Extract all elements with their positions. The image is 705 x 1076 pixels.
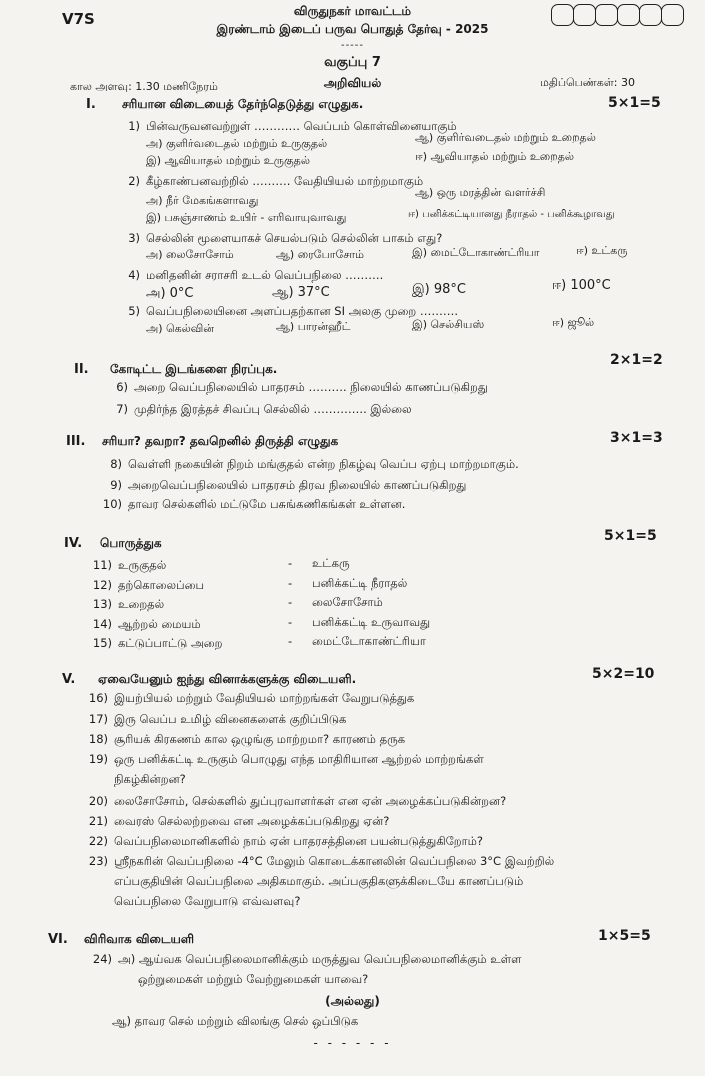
register-number-boxes (551, 4, 683, 26)
question-10: 10) தாவர செல்களில் மட்டுமே பசுங்கணிகங்கள் உள்ளன. (102, 497, 406, 511)
question-23-cont: எப்பகுதியின் வெப்பநிலை அதிகமாகும். அப்பகுதிகளுக்கிடையே காணப்படும் (114, 874, 524, 888)
question-24: 24) அ) ஆய்வக வெப்பநிலைமானிக்கும் மருத்துவ வெப்பநிலைமானிக்கும் உள்ள (92, 952, 522, 966)
standard: வகுப்பு 7 (324, 55, 381, 70)
question-22: 22) வெப்பநிலைமானிகளில் நாம் ஏன் பாதரசத்தினை பயன்படுத்துகிறோம்? (88, 834, 483, 848)
question-5: 5) வெப்பநிலையினை அளப்பதற்கான SI அலகு முறை ………. (128, 304, 459, 318)
reg-box (617, 4, 640, 26)
question-3: 3) செல்லின் மூளையாகச் செயல்படும் செல்லின் பாகம் எது? (128, 231, 443, 245)
match-right-14: பனிக்கட்டி உருவாவது (312, 615, 431, 629)
q1-option-c: இ) ஆவியாதல் மற்றும் உருகுதல் (146, 154, 310, 167)
section-3-score: 3×1=3 (610, 430, 663, 446)
q5-option-b: ஆ) பாரன்ஹீட் (276, 320, 351, 333)
section-1-score: 5×1=5 (608, 95, 661, 111)
section-2-score: 2×1=2 (610, 352, 663, 368)
q3-option-c: இ) மைட்டோகாண்ட்ரியா (412, 246, 540, 259)
match-left-11: 11) உருகுதல் (92, 558, 167, 572)
q5-option-a: அ) கெல்வின் (146, 322, 214, 335)
q4-option-c: இ) 98°C (412, 282, 466, 297)
question-24-alt: ஆ) தாவர செல் மற்றும் விலங்கு செல் ஒப்பிடுக (112, 1014, 359, 1028)
paper-code: V7S (62, 10, 95, 28)
question-2: 2) கீழ்காண்பனவற்றில் ………. வேதியியல் மாற்றமாகும் (128, 174, 424, 188)
total-marks: மதிப்பெண்கள்: 30 (540, 76, 635, 89)
q2-option-d: ஈ) பனிக்கட்டியானது நீராதல் - பனிக்கூழாவது (408, 209, 615, 220)
q3-option-a: அ) லைசோசோம் (146, 248, 234, 261)
match-left-14: 14) ஆற்றல் மையம் (92, 617, 201, 631)
question-23-cont2: வெப்பநிலை வேறுபாடு எவ்வளவு? (114, 894, 301, 908)
header-divider: ----- (340, 40, 365, 51)
duration: கால அளவு: 1.30 மணிநேரம் (70, 80, 218, 93)
exam-title: இரண்டாம் இடைப் பருவ பொதுத் தேர்வு - 2025 (216, 22, 489, 36)
reg-box (573, 4, 596, 26)
q5-option-c: இ) செல்சியஸ் (412, 318, 485, 331)
match-dash: - (288, 595, 293, 609)
question-23: 23) ஸ்ரீநகரின் வெப்பநிலை -4°C மேலும் கொடைக்கானலின் வெப்பநிலை 3°C இவற்றில் (88, 854, 555, 868)
q1-option-b: ஆ) குளிர்வடைதல் மற்றும் உறைதல் (415, 131, 596, 144)
section-5-heading: V. ஏவையேனும் ஐந்து வினாக்களுக்கு விடையளி. (62, 672, 357, 687)
q3-option-b: ஆ) ரைபோசோம் (276, 248, 365, 261)
question-4: 4) மனிதனின் சராசரி உடல் வெப்பநிலை ………. (128, 268, 384, 282)
question-19-cont: நிகழ்கின்றன? (114, 772, 186, 786)
or-separator: (அல்லது) (325, 994, 380, 1008)
section-5-score: 5×2=10 (592, 666, 655, 682)
match-left-13: 13) உறைதல் (92, 597, 165, 611)
q1-option-a: அ) குளிர்வடைதல் மற்றும் உருகுதல் (146, 137, 328, 150)
q1-option-d: ஈ) ஆவியாதல் மற்றும் உறைதல் (415, 150, 574, 163)
section-4-score: 5×1=5 (604, 528, 657, 544)
question-19: 19) ஒரு பனிக்கட்டி உருகும் பொழுது எந்த மாதிரியான ஆற்றல் மாற்றங்கள் (88, 752, 484, 766)
match-left-15: 15) கட்டுப்பாட்டு அறை (92, 636, 223, 650)
match-right-12: பனிக்கட்டி நீராதல் (312, 576, 408, 590)
section-2-heading: II. கோடிட்ட இடங்களை நிரப்புக. (74, 362, 278, 377)
subject: அறிவியல் (323, 76, 382, 90)
section-6-score: 1×5=5 (598, 928, 651, 944)
question-6: 6) அறை வெப்பநிலையில் பாதரசம் ………. நிலையில் காணப்படுகிறது (116, 380, 488, 394)
question-1: 1) பின்வருவனவற்றுள் ………… வெப்பம் கொள்வினையாகும் (128, 119, 457, 133)
question-9: 9) அறைவெப்பநிலையில் பாதரசம் திரவ நிலையில் காணப்படுகிறது (110, 478, 467, 492)
match-dash: - (288, 556, 293, 570)
question-16: 16) இயற்பியல் மற்றும் வேதியியல் மாற்றங்கள் வேறுபடுத்துக (88, 691, 415, 705)
section-4-heading: IV. பொருத்துக (64, 536, 162, 551)
q2-option-b: ஆ) ஒரு மரத்தின் வளர்ச்சி (415, 186, 546, 199)
q4-option-b: ஆ) 37°C (272, 285, 330, 300)
match-right-15: மைட்டோகாண்ட்ரியா (312, 634, 426, 648)
section-6-heading: VI. விரிவாக விடையளி (48, 932, 195, 947)
question-8: 8) வெள்ளி நகையின் நிறம் மங்குதல் என்ற நிகழ்வு வெப்ப ஏற்பு மாற்றமாகும். (110, 457, 519, 471)
question-20: 20) லைசோசோம், செல்களில் துப்புரவாளர்கள் என ஏன் அழைக்கப்படுகின்றன? (88, 794, 507, 808)
q5-option-d: ஈ) ஜூல் (552, 316, 595, 329)
match-right-13: லைசோசோம் (312, 595, 383, 609)
q2-option-c: இ) பசுஞ்சாணம் உயிர் - எரிவாயுவாவது (146, 211, 347, 224)
match-dash: - (288, 615, 293, 629)
match-dash: - (288, 576, 293, 590)
section-1-heading: I. சரியான விடையைத் தேர்ந்தெடுத்து எழுதுக. (86, 97, 364, 112)
q2-option-a: அ) நீர் மேகங்களாவது (146, 194, 259, 207)
match-right-11: உட்கரு (312, 556, 350, 570)
district-title: விருதுநகர் மாவட்டம் (293, 4, 412, 18)
question-17: 17) இரு வெப்ப உமிழ் வினைகளைக் குறிப்பிடுக (88, 712, 347, 726)
reg-box (661, 4, 684, 26)
reg-box (639, 4, 662, 26)
end-divider: - - - - - - (313, 1036, 392, 1050)
q4-option-a: அ) 0°C (146, 286, 194, 301)
question-7: 7) முதிர்ந்த இரத்தச் சிவப்பு செல்லில் ………….. இல்லை (116, 402, 412, 416)
match-left-12: 12) தற்கொலைப்பை (92, 578, 205, 592)
reg-box (551, 4, 574, 26)
question-24-cont: ஒற்றுமைகள் மற்றும் வேற்றுமைகள் யாவை? (138, 972, 369, 986)
q3-option-d: ஈ) உட்கரு (576, 244, 628, 257)
reg-box (595, 4, 618, 26)
question-18: 18) சூரியக் கிரகணம் கால ஒழுங்கு மாற்றமா? காரணம் தருக (88, 732, 406, 746)
match-dash: - (288, 634, 293, 648)
question-21: 21) வைரஸ் செல்லற்றவை என அழைக்கப்படுகிறது ஏன்? (88, 814, 390, 828)
q4-option-d: ஈ) 100°C (552, 278, 611, 293)
section-3-heading: III. சரியா? தவறா? தவறெனில் திருத்தி எழுதுக (66, 434, 339, 449)
